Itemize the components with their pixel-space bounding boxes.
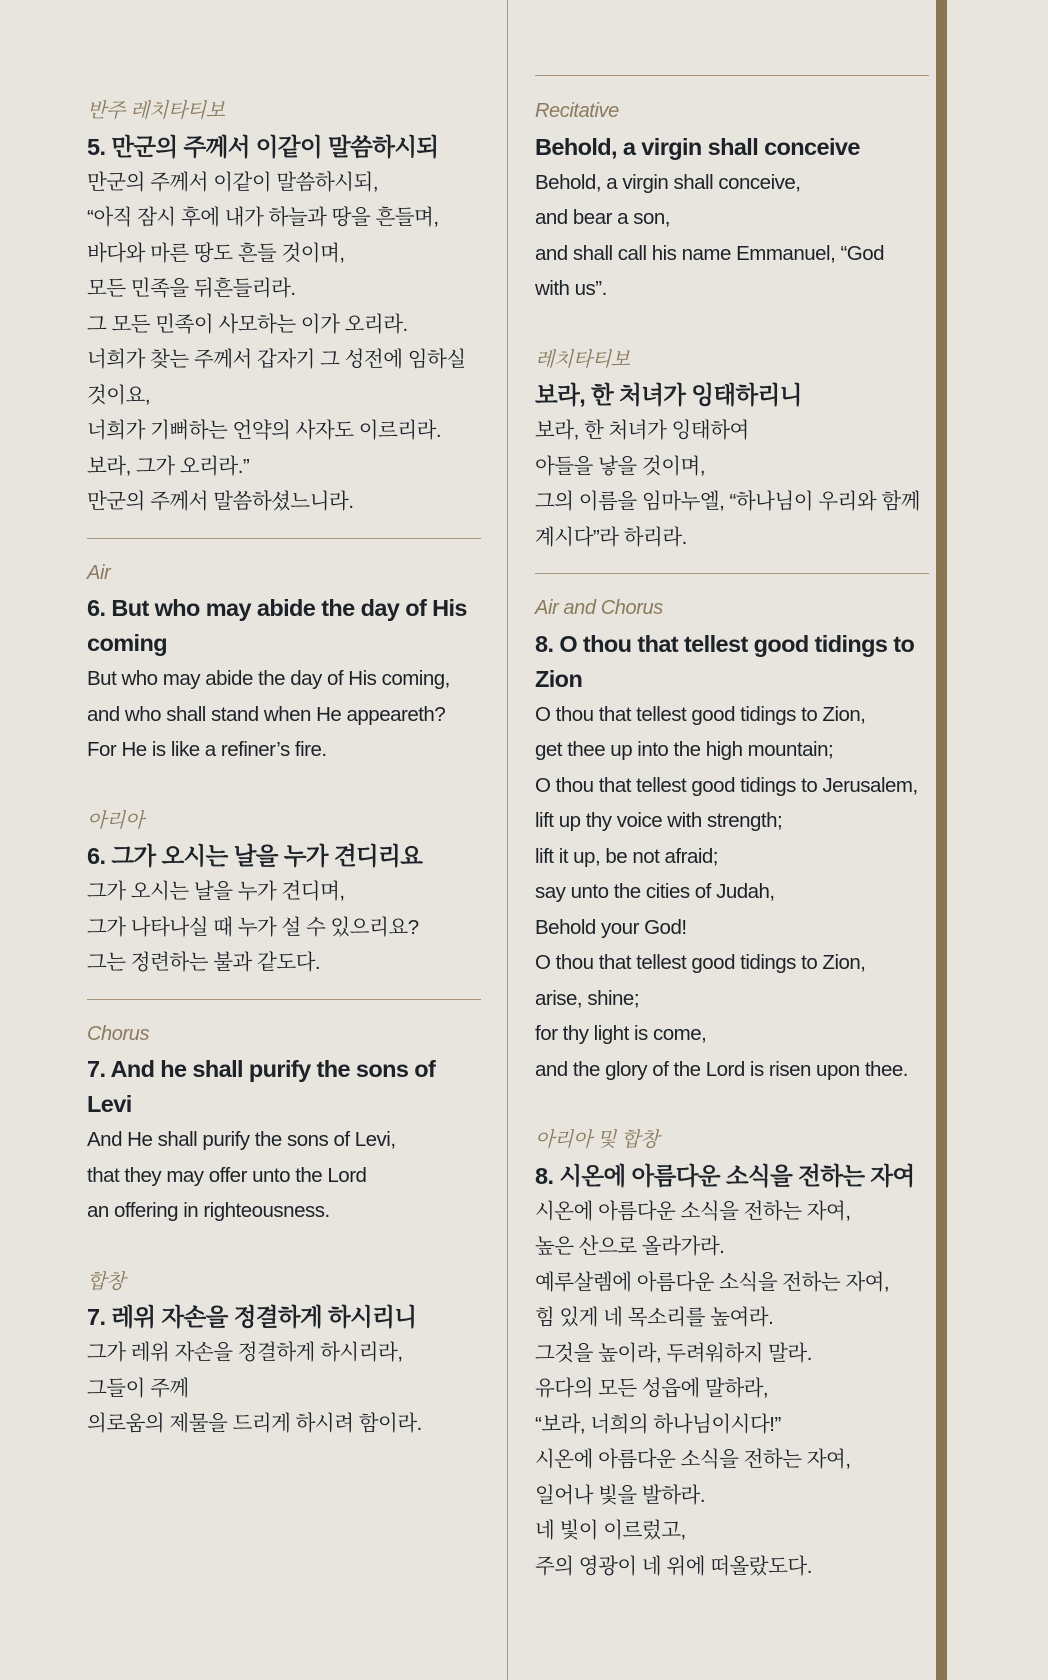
section-type-label: 아리아 xyxy=(87,809,144,832)
section-title: Levi xyxy=(87,1091,132,1117)
movement-section xyxy=(87,1265,481,1442)
lyric-line: 보라, 그가 오리라.” xyxy=(87,454,250,478)
lyric-line: and shall call his name Emmanuel, “God xyxy=(535,241,885,265)
section-title: Behold, a virgin shall conceive xyxy=(535,133,860,160)
lyric-line: 시온에 아름다운 소식을 전하는 자여, xyxy=(535,1448,851,1471)
movement-section xyxy=(87,556,481,768)
section-type-label: Chorus xyxy=(87,1022,150,1045)
lyric-line: 그가 나타나실 때 누가 설 수 있으리요? xyxy=(87,915,419,939)
lyric-line: an offering in righteousness. xyxy=(87,1199,330,1222)
lyric-line: 그가 레위 자손을 정결하게 하시리라, xyxy=(87,1341,403,1364)
lyric-line: lift it up, be not afraid; xyxy=(535,844,719,868)
lyric-line: O thou that tellest good tidings to Zion, xyxy=(535,951,866,974)
section-title: 6. 그가 오시는 날을 누가 견디리요 xyxy=(87,843,423,869)
section-title: 5. 만군의 주께서 이같이 말씀하시되 xyxy=(87,133,439,160)
lyric-line: Behold, a virgin shall conceive, xyxy=(535,170,801,194)
lyric-line: But who may abide the day of His coming, xyxy=(87,667,450,690)
section-type-label: 반주 레치타티보 xyxy=(87,100,225,122)
movement-section xyxy=(87,94,481,520)
movement-section xyxy=(535,1123,955,1584)
section-type-label: 아리아 및 합창 xyxy=(535,1129,659,1151)
section-type-label: 레치타티보 xyxy=(535,348,630,371)
lyric-line: 너희가 기뻐하는 언약의 사자도 이르리라. xyxy=(87,419,442,442)
section-title: 8. O thou that tellest good tidings to xyxy=(535,630,915,657)
lyric-line: O thou that tellest good tidings to Jerusalem, xyxy=(535,773,918,797)
lyric-line: 의로움의 제물을 드리게 하시려 함이라. xyxy=(87,1412,422,1435)
movement-section xyxy=(535,591,955,1087)
lyric-line: Behold your God! xyxy=(535,915,687,939)
lyric-line: 아들을 낳을 것이며, xyxy=(535,454,706,478)
right-column xyxy=(535,94,955,1584)
lyric-line: 일어나 빛을 발하라. xyxy=(535,1483,706,1507)
lyric-line: “보라, 너희의 하나님이시다!” xyxy=(535,1412,781,1436)
lyric-line: 바다와 마른 땅도 흔들 것이며, xyxy=(87,241,345,265)
lyric-line: 유다의 모든 성읍에 말하라, xyxy=(535,1377,769,1400)
lyric-line: 그가 오시는 날을 누가 견디며, xyxy=(87,880,345,903)
lyric-line: 모든 민족을 뒤흔들리라. xyxy=(87,277,296,300)
lyric-line: 보라, 한 처녀가 잉태하여 xyxy=(535,419,749,442)
lyric-line: 시온에 아름다운 소식을 전하는 자여, xyxy=(535,1199,851,1223)
section-title: 6. But who may abide the day of His xyxy=(87,595,467,621)
lyric-line: 그 모든 민족이 사모하는 이가 오리라. xyxy=(87,312,408,336)
lyric-line: 그는 정련하는 불과 같도다. xyxy=(87,951,321,974)
lyric-line: 그들이 주께 xyxy=(87,1376,189,1400)
section-title: 8. 시온에 아름다운 소식을 전하는 자여 xyxy=(535,1162,915,1189)
column-divider xyxy=(507,0,508,1680)
section-title: Zion xyxy=(535,665,583,692)
section-title: coming xyxy=(87,630,167,656)
movement-section xyxy=(87,804,481,981)
lyric-line: 주의 영광이 네 위에 떠올랐도다. xyxy=(535,1554,812,1578)
lyric-line: that they may offer unto the Lord xyxy=(87,1163,367,1187)
section-type-label: Recitative xyxy=(535,100,619,122)
lyric-line: arise, shine; xyxy=(535,986,640,1010)
lyric-line: get thee up into the high mountain; xyxy=(535,738,834,761)
lyric-line: lift up thy voice with strength; xyxy=(535,809,783,832)
lyric-line: and bear a son, xyxy=(535,206,670,229)
section-title: 7. 레위 자손을 정결하게 하시리니 xyxy=(87,1304,417,1330)
lyric-line: 만군의 주께서 이같이 말씀하시되, xyxy=(87,170,379,194)
lyric-line: 그것을 높이라, 두려워하지 말라. xyxy=(535,1341,812,1365)
lyric-line: 것이요, xyxy=(87,383,151,407)
lyric-line: “아직 잠시 후에 내가 하늘과 땅을 흔들며, xyxy=(87,206,439,229)
lyric-line: 계시다”라 하리라. xyxy=(535,525,687,549)
movement-section xyxy=(535,94,955,307)
lyric-line: say unto the cities of Judah, xyxy=(535,880,775,903)
lyric-line: with us”. xyxy=(535,277,607,300)
section-type-label: Air and Chorus xyxy=(535,597,663,619)
section-title: 7. And he shall purify the sons of xyxy=(87,1056,436,1082)
lyric-line: for thy light is come, xyxy=(535,1022,707,1045)
lyric-line: 너희가 찾는 주께서 갑자기 그 성전에 임하실 xyxy=(87,348,466,371)
section-type-label: Air xyxy=(87,561,111,584)
lyric-line: 그의 이름을 임마누엘, “하나님이 우리와 함께 xyxy=(535,490,920,513)
left-column xyxy=(87,94,481,1442)
lyric-line: 힘 있게 네 목소리를 높여라. xyxy=(535,1306,774,1329)
lyric-line: 높은 산으로 올라가라. xyxy=(535,1235,725,1258)
lyric-line: and who shall stand when He appeareth? xyxy=(87,702,446,726)
lyric-line: and the glory of the Lord is risen upon thee. xyxy=(535,1057,908,1081)
lyric-line: 예루살렘에 아름다운 소식을 전하는 자여, xyxy=(535,1270,890,1294)
lyric-line: And He shall purify the sons of Levi, xyxy=(87,1128,396,1151)
lyric-line: 만군의 주께서 말씀하셨느니라. xyxy=(87,490,354,513)
section-type-label: 합창 xyxy=(87,1270,125,1293)
section-title: 보라, 한 처녀가 잉태하리니 xyxy=(535,382,802,408)
movement-section xyxy=(87,1017,481,1229)
movement-section xyxy=(535,343,955,556)
lyric-line: O thou that tellest good tidings to Zion, xyxy=(535,702,866,726)
lyric-line: 네 빛이 이르렀고, xyxy=(535,1519,686,1542)
lyric-line: For He is like a refiner’s fire. xyxy=(87,738,327,761)
